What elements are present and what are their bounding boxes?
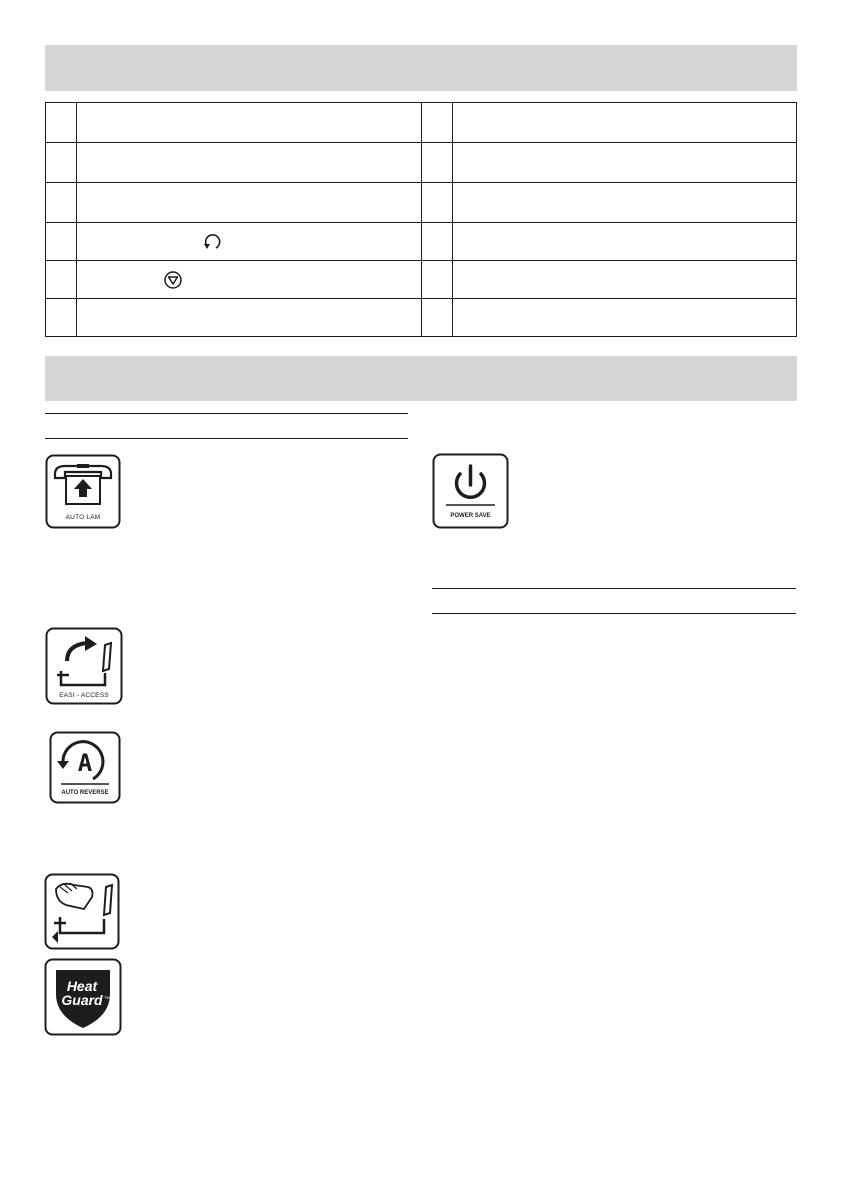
reverse-arrow-icon — [201, 231, 223, 253]
section-header-band-2 — [45, 356, 797, 401]
auto-reverse-icon — [49, 731, 121, 804]
table-cell-number — [46, 298, 77, 336]
table-cell-number — [421, 103, 452, 143]
table-cell-description — [452, 143, 797, 183]
table-row — [46, 183, 797, 223]
table-cell-number — [421, 298, 452, 336]
table-row — [46, 261, 797, 299]
divider-rule — [432, 613, 796, 614]
table-cell-number — [421, 261, 452, 299]
table-cell-description — [77, 223, 422, 261]
table-cell-description — [77, 298, 422, 336]
table-cell-description — [77, 103, 422, 143]
svg-text:AUTO LAM: AUTO LAM — [65, 514, 101, 521]
svg-text:POWER SAVE: POWER SAVE — [450, 513, 491, 519]
table-row — [46, 143, 797, 183]
table-cell-description — [77, 261, 422, 299]
table-row — [46, 103, 797, 143]
table-cell-number — [46, 143, 77, 183]
svg-text:AUTO REVERSE: AUTO REVERSE — [61, 790, 109, 796]
svg-text:EASI - ACCESS: EASI - ACCESS — [59, 692, 109, 699]
down-triangle-circle-icon — [163, 270, 183, 290]
svg-text:A: A — [77, 749, 93, 777]
divider-rule — [45, 438, 408, 439]
table-cell-number — [421, 183, 452, 223]
svg-text:Guard: Guard — [61, 992, 103, 1008]
parts-table — [45, 102, 797, 337]
table-row — [46, 298, 797, 336]
power-icon — [432, 453, 509, 529]
table-cell-number — [421, 223, 452, 261]
table-cell-description — [452, 223, 797, 261]
easi-access-icon — [45, 627, 123, 705]
table-cell-description — [452, 261, 797, 299]
table-cell-number — [46, 103, 77, 143]
table-cell-description — [77, 183, 422, 223]
svg-text:Heat: Heat — [66, 978, 98, 994]
table-cell-number — [46, 183, 77, 223]
heat-guard-icon — [44, 958, 122, 1036]
auto-lam-icon — [45, 454, 121, 529]
svg-text:TM: TM — [104, 995, 110, 1000]
table-cell-description — [452, 298, 797, 336]
table-cell-number — [46, 223, 77, 261]
table-cell-description — [77, 143, 422, 183]
divider-rule — [45, 413, 408, 414]
divider-rule — [432, 588, 796, 589]
table-row — [46, 223, 797, 261]
table-cell-number — [46, 261, 77, 299]
table-cell-description — [452, 103, 797, 143]
table-cell-description — [452, 183, 797, 223]
table-cell-number — [421, 143, 452, 183]
section-header-band-1 — [45, 45, 797, 91]
cleaning-icon — [44, 873, 120, 950]
